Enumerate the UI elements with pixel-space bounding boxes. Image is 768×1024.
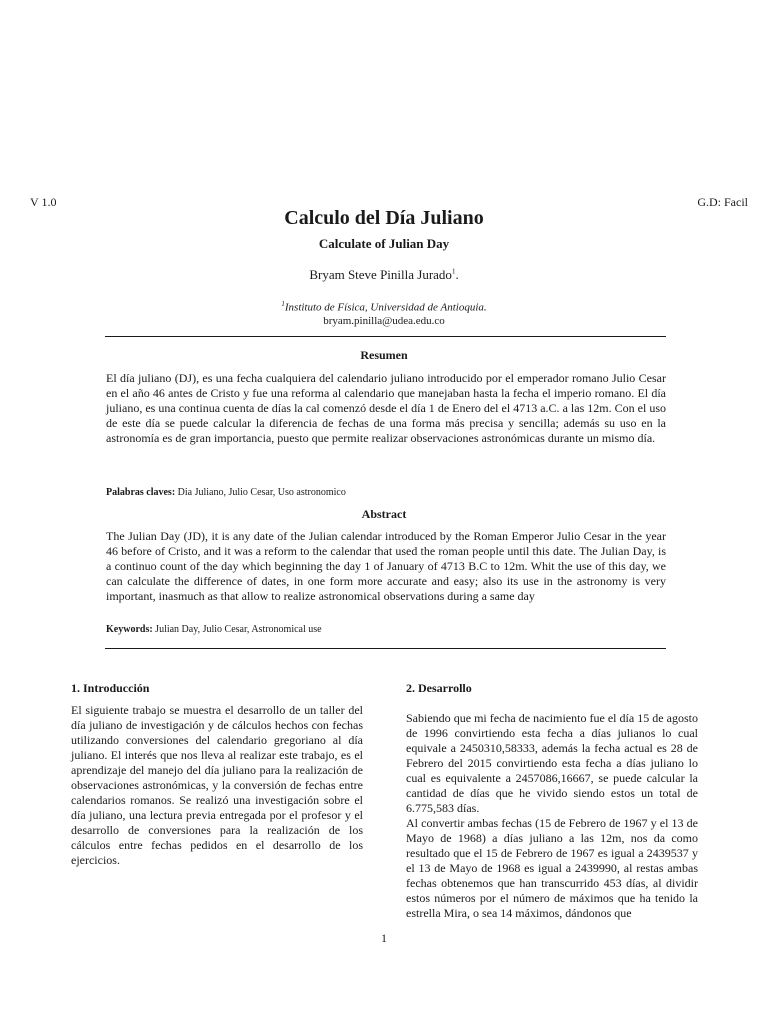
author-name: Bryam Steve Pinilla Jurado bbox=[309, 267, 452, 282]
keywords-value: Julian Day, Julio Cesar, Astronomical use bbox=[155, 624, 322, 635]
palabras-claves-label: Palabras claves: bbox=[106, 487, 176, 498]
resumen-heading: Resumen bbox=[360, 348, 408, 362]
palabras-claves bbox=[106, 487, 666, 498]
abstract-heading: Abstract bbox=[361, 507, 407, 521]
introduccion-body bbox=[71, 703, 363, 868]
affiliation-line bbox=[0, 300, 768, 314]
resumen-text: El día juliano (DJ), es una fecha cualquiera del calendario juliano introducido por el emperador romano Julio Cesar en el año 46 antes de Cristo y fue una reforma al calendario que manejaban hasta la fecha el imperio romano. El día juliano, es una continua cuenta de días la cal comenzó desde el día 1 de Enero del el 4713 a.C. a las 12m. Con el uso de este día se puede calcular la diferencia de fechas de una forma más precisa y sencilla; además su uso en la astronomía es de gran importancia, puesto que permite realizar observaciones astronómicas durante un mismo día. bbox=[106, 371, 666, 445]
paper-subtitle: Calculate of Julian Day bbox=[318, 236, 450, 251]
desarrollo-heading: 2. Desarrollo bbox=[406, 681, 472, 695]
bottom-divider bbox=[105, 648, 666, 649]
abstract-text: The Julian Day (JD), it is any date of the Julian calendar introduced by the Roman Emperor Julio Cesar in the year 46 before of Cristo, and it was a reform to the calendar that used the roman people until this date. The Julian Day, is a continuo count of the day which beginning the day 1 of January of 4713 B.C to 12m. Whit the use of this day, we can calculate the difference of dates, in one form more accurate and easy; also its use in the astronomy is very important, inasmuch as that allow to realize astronomical observations during a same day bbox=[106, 529, 666, 603]
keywords-label: Keywords: bbox=[106, 624, 153, 635]
desarrollo-paragraph: Al convertir ambas fechas (15 de Febrero de 1967 y el 13 de Mayo de 1968) a días juliano a las 12m, nos da como resultado que el 15 de Febrero de 1967 es igual a 2439537 y el 13 de Mayo de 1968 es igual a 2439990, al restas ambas fechas obtenemos que han transcurrido 453 días, al dividir estos números por el número de máximos que ha tenido la estrella Mira, o sea 14 máximos, dándonos que bbox=[406, 816, 698, 920]
difficulty-label: G.D: Facil bbox=[697, 195, 748, 209]
paper-title: Calculo del Día Juliano bbox=[284, 207, 484, 229]
palabras-claves-value: Dia Juliano, Julio Cesar, Uso astronomico bbox=[177, 487, 346, 498]
keywords bbox=[106, 624, 666, 635]
author-line bbox=[0, 267, 768, 283]
introduccion-paragraph: El siguiente trabajo se muestra el desarrollo de un taller del día juliano de investigación y de cálculos hechos con fechas utilizando conversiones del calendario gregoriano al día juliano. El interés que nos lleva al realizar este trabajo, es el aprendizaje del manejo del día juliano para la realización de observaciones astronómicas, y la conversión de fechas entre calendarios romanos. Se realizó una investigación sobre el día juliano, una lectura previa entregada por el profesor y el desarrollo de conversiones para la realización de los cálculos entre fechas pedidos en el desarrollo de los ejercicios. bbox=[71, 703, 363, 867]
version-label: V 1.0 bbox=[30, 195, 57, 209]
introduccion-heading: 1. Introducción bbox=[71, 681, 150, 695]
desarrollo-paragraph: Sabiendo que mi fecha de nacimiento fue el día 15 de agosto de 1996 convirtiendo esta fecha a días julianos lo cual equivale a 2450310,58333, además la fecha actual es 28 de Febrero del 2015 convirtiendo esta fecha a días juliano lo cual es equivalente a 2457086,16667, se puede calcular la cantidad de días que he vivido siendo estos un total de 6.775,583 días. bbox=[406, 711, 698, 815]
author-affiliation-mark: 1 bbox=[451, 267, 456, 276]
author-email: bryam.pinilla@udea.edu.co bbox=[323, 315, 445, 327]
affiliation-mark: 1 bbox=[281, 300, 285, 308]
affiliation-text: Instituto de Física, Universidad de Antioquia. bbox=[284, 301, 487, 314]
desarrollo-body bbox=[406, 711, 698, 921]
top-divider bbox=[105, 336, 666, 337]
author-suffix: . bbox=[455, 267, 459, 282]
page-number: 1 bbox=[381, 931, 387, 945]
